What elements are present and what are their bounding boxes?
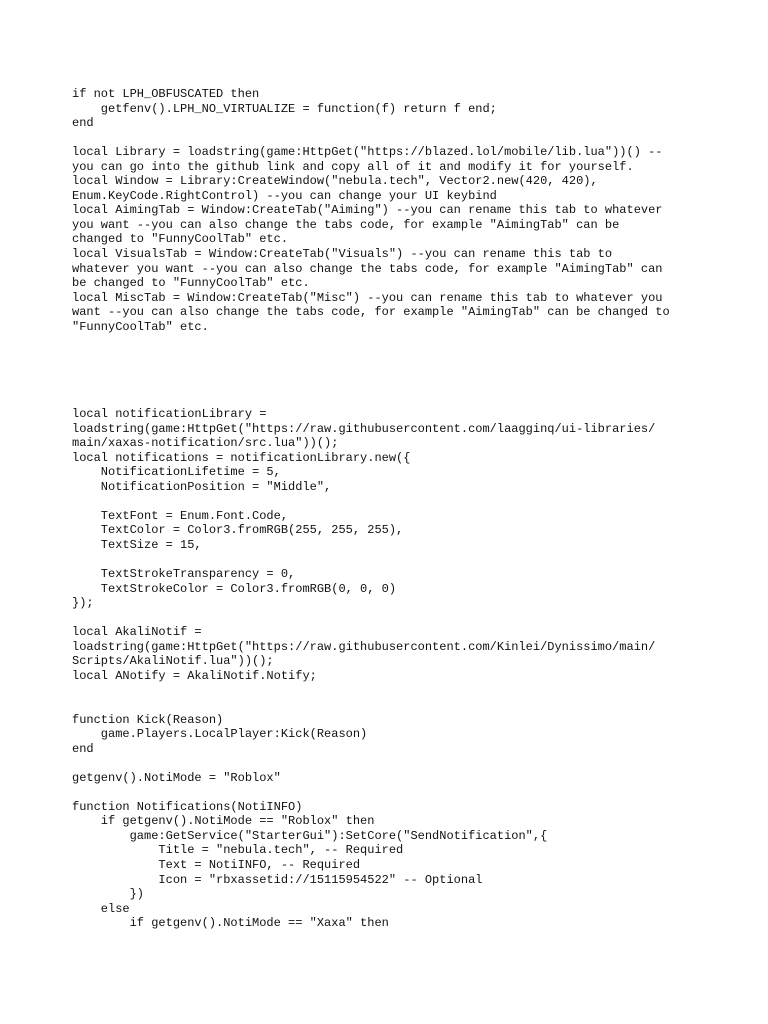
code-line xyxy=(72,378,704,393)
code-line: changed to "FunnyCoolTab" etc. xyxy=(72,232,289,247)
code-line xyxy=(72,334,704,349)
code-line: game.Players.LocalPlayer:Kick(Reason) xyxy=(72,727,368,742)
code-line: local AkaliNotif = xyxy=(72,625,202,640)
code-line: TextStrokeTransparency = 0, xyxy=(72,567,296,582)
code-line: be changed to "FunnyCoolTab" etc. xyxy=(72,276,310,291)
code-line: local MiscTab = Window:CreateTab("Misc") --you can rename this tab to whatever you xyxy=(72,290,663,305)
code-line: loadstring(game:HttpGet("https://raw.githubusercontent.com/laagginq/ui-libraries/ xyxy=(72,421,656,436)
code-line: end xyxy=(72,116,94,131)
code-line xyxy=(72,553,704,568)
code-line: Text = NotiINFO, -- Required xyxy=(72,857,361,872)
code-line xyxy=(72,611,704,626)
code-line: TextFont = Enum.Font.Code, xyxy=(72,508,289,523)
code-line: if getgenv().NotiMode == "Roblox" then xyxy=(72,814,375,829)
code-line: else xyxy=(72,901,130,916)
code-line: local notificationLibrary = xyxy=(72,407,267,422)
code-line: local Library = loadstring(game:HttpGet("https://blazed.lol/mobile/lib.lua"))() -- xyxy=(72,145,663,160)
code-line xyxy=(72,363,704,378)
code-line xyxy=(72,392,704,407)
code-line xyxy=(72,683,704,698)
code-line: want --you can also change the tabs code, for example "AimingTab" can be changed to xyxy=(72,305,670,320)
code-line: local VisualsTab = Window:CreateTab("Visuals") --you can rename this tab to xyxy=(72,247,613,262)
code-line: you want --you can also change the tabs code, for example "AimingTab" can be xyxy=(72,217,620,232)
code-line xyxy=(72,785,704,800)
code-line: Enum.KeyCode.RightControl) --you can change your UI keybind xyxy=(72,188,497,203)
code-line: "FunnyCoolTab" etc. xyxy=(72,319,209,334)
code-line: Icon = "rbxassetid://15115954522" -- Optional xyxy=(72,872,483,887)
code-line: Scripts/AkaliNotif.lua"))(); xyxy=(72,654,274,669)
code-line: Title = "nebula.tech", -- Required xyxy=(72,843,404,858)
code-line: local AimingTab = Window:CreateTab("Aiming") --you can rename this tab to whatever xyxy=(72,203,663,218)
code-line: getgenv().NotiMode = "Roblox" xyxy=(72,770,281,785)
code-line: getfenv().LPH_NO_VIRTUALIZE = function(f) return f end; xyxy=(72,101,497,116)
code-line xyxy=(72,349,704,364)
code-line xyxy=(72,494,704,509)
code-line: NotificationPosition = "Middle", xyxy=(72,479,332,494)
code-line xyxy=(72,698,704,713)
code-block xyxy=(72,87,704,931)
code-line: if not LPH_OBFUSCATED then xyxy=(72,87,260,101)
code-line: game:GetService("StarterGui"):SetCore("SendNotification",{ xyxy=(72,828,548,843)
code-line: NotificationLifetime = 5, xyxy=(72,465,281,480)
code-line: loadstring(game:HttpGet("https://raw.githubusercontent.com/Kinlei/Dynissimo/main/ xyxy=(72,639,656,654)
code-line: whatever you want --you can also change the tabs code, for example "AimingTab" can xyxy=(72,261,663,276)
code-line: local ANotify = AkaliNotif.Notify; xyxy=(72,668,317,683)
code-line xyxy=(72,756,704,771)
code-line: main/xaxas-notification/src.lua"))(); xyxy=(72,436,339,451)
code-line xyxy=(72,131,704,146)
code-line: TextSize = 15, xyxy=(72,537,202,552)
code-line: local notifications = notificationLibrary.new({ xyxy=(72,450,411,465)
code-line: function Notifications(NotiINFO) xyxy=(72,799,303,814)
code-line: }) xyxy=(72,887,145,902)
code-line: local Window = Library:CreateWindow("nebula.tech", Vector2.new(420, 420), xyxy=(72,174,598,189)
code-line: TextColor = Color3.fromRGB(255, 255, 255), xyxy=(72,523,404,538)
code-line: end xyxy=(72,741,94,756)
code-line: you can go into the github link and copy all of it and modify it for yourself. xyxy=(72,159,634,174)
code-line: function Kick(Reason) xyxy=(72,712,224,727)
code-line: }); xyxy=(72,596,94,611)
code-line: TextStrokeColor = Color3.fromRGB(0, 0, 0) xyxy=(72,581,397,596)
code-line: if getgenv().NotiMode == "Xaxa" then xyxy=(72,916,389,931)
